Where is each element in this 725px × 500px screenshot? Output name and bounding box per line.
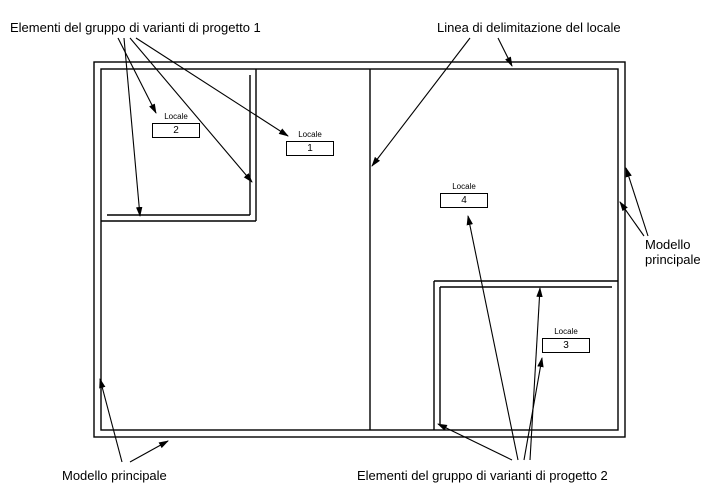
room-tag-3-number: 3	[542, 338, 590, 353]
room-tag-2-number: 2	[152, 123, 200, 138]
room-tag-1-label: Locale	[298, 130, 322, 139]
annotation-top-left: Elementi del gruppo di varianti di progetto 1	[10, 20, 261, 35]
room-tag-4[interactable]	[440, 182, 488, 208]
room-tag-1-number: 1	[286, 141, 334, 156]
annotation-bottom-left: Modello principale	[62, 468, 167, 483]
annotation-right-line1: Modello	[645, 237, 691, 252]
room-tag-2[interactable]	[152, 112, 200, 138]
annotation-arrows	[100, 38, 648, 462]
room-tag-2-label: Locale	[164, 112, 188, 121]
room-tag-4-label: Locale	[452, 182, 476, 191]
room-tag-1[interactable]	[286, 130, 334, 156]
room-tag-4-number: 4	[440, 193, 488, 208]
room-tag-3[interactable]	[542, 327, 590, 353]
annotation-right-line2: principale	[645, 252, 701, 267]
annotation-bottom-right: Elementi del gruppo di varianti di progetto 2	[357, 468, 608, 483]
annotation-top-right: Linea di delimitazione del locale	[437, 20, 621, 35]
room-tag-3-label: Locale	[554, 327, 578, 336]
